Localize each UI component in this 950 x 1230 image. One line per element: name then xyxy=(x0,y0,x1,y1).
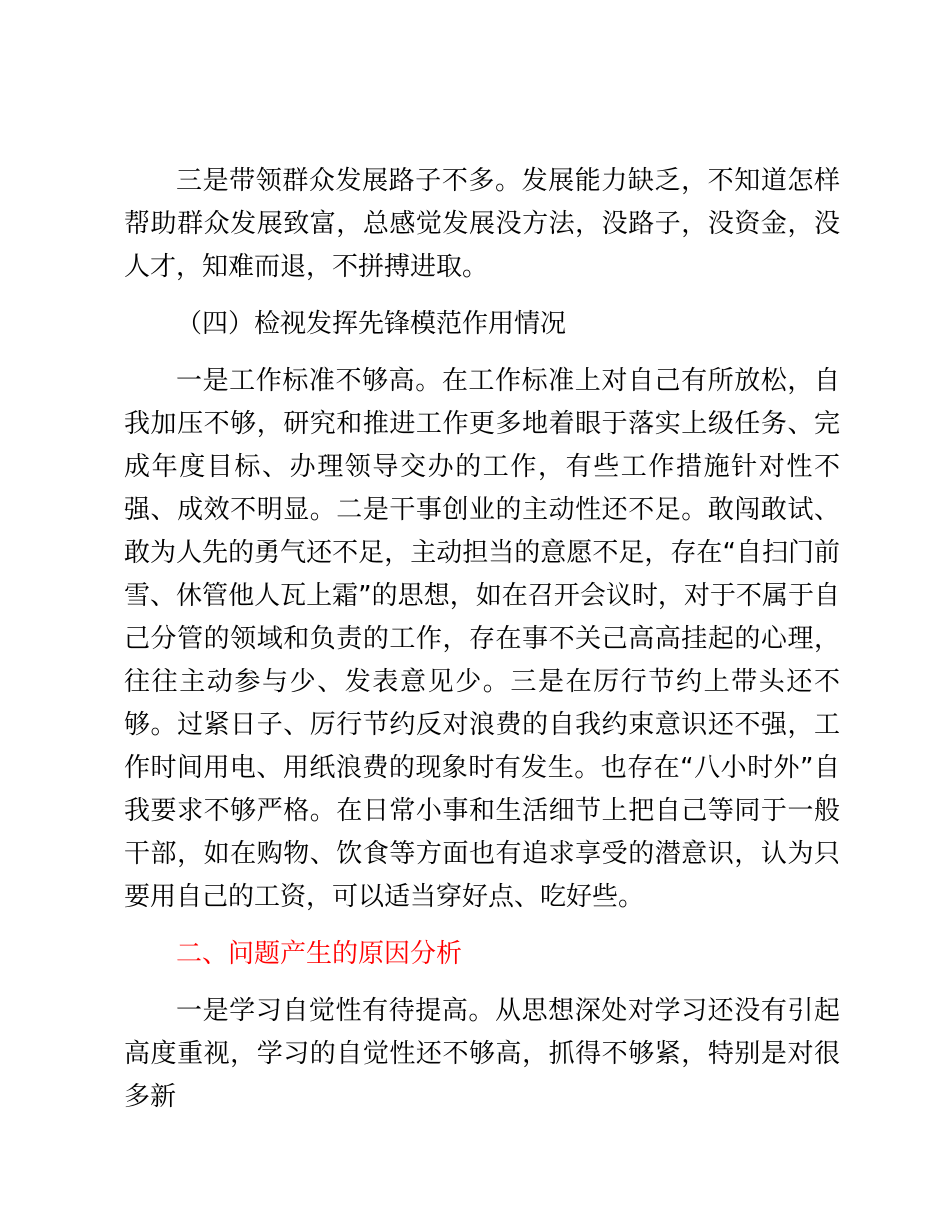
subheading-vanguard-role: （四）检视发挥先锋模范作用情况 xyxy=(176,309,567,339)
paragraph-study-awareness: 一是学习自觉性有待提高。从思想深处对学习还没有引起高度重视，学习的自觉性还不够高，抓得不够紧，特别是对很多新 xyxy=(124,996,840,1112)
document-body xyxy=(124,160,840,1133)
section-title-cause-analysis: 二、问题产生的原因分析 xyxy=(176,939,463,969)
paragraph-leadership-paths: 三是带领群众发展路子不多。发展能力缺乏，不知道怎样帮助群众发展致富，总感觉发展没方法，没路子，没资金，没人才，知难而退，不拼搏进取。 xyxy=(124,166,840,282)
paragraph-work-standards: 一是工作标准不够高。在工作标准上对自己有所放松，自我加压不够，研究和推进工作更多地着眼于落实上级任务、完成年度目标、办理领导交办的工作，有些工作措施针对性不强、成效不明显。二是干事创业的主动性还不足。敢闯敢试、敢为人先的勇气还不足，主动担当的意愿不足，存在“自扫门前雪、休管他人瓦上霜”的思想，如在召开会议时，对于不属于自己分管的领域和负责的工作，存在事不关己高高挂起的心理，往往主动参与少、发表意见少。三是在厉行节约上带头还不够。过紧日子、厉行节约反对浪费的自我约束意识还不强，工作时间用电、用纸浪费的现象时有发生。也存在“八小时外”自我要求不够严格。在日常小事和生活细节上把自己等同于一般干部，如在购物、饮食等方面也有追求享受的潜意识，认为只要用自己的工资，可以适当穿好点、吃好些。 xyxy=(124,366,840,912)
